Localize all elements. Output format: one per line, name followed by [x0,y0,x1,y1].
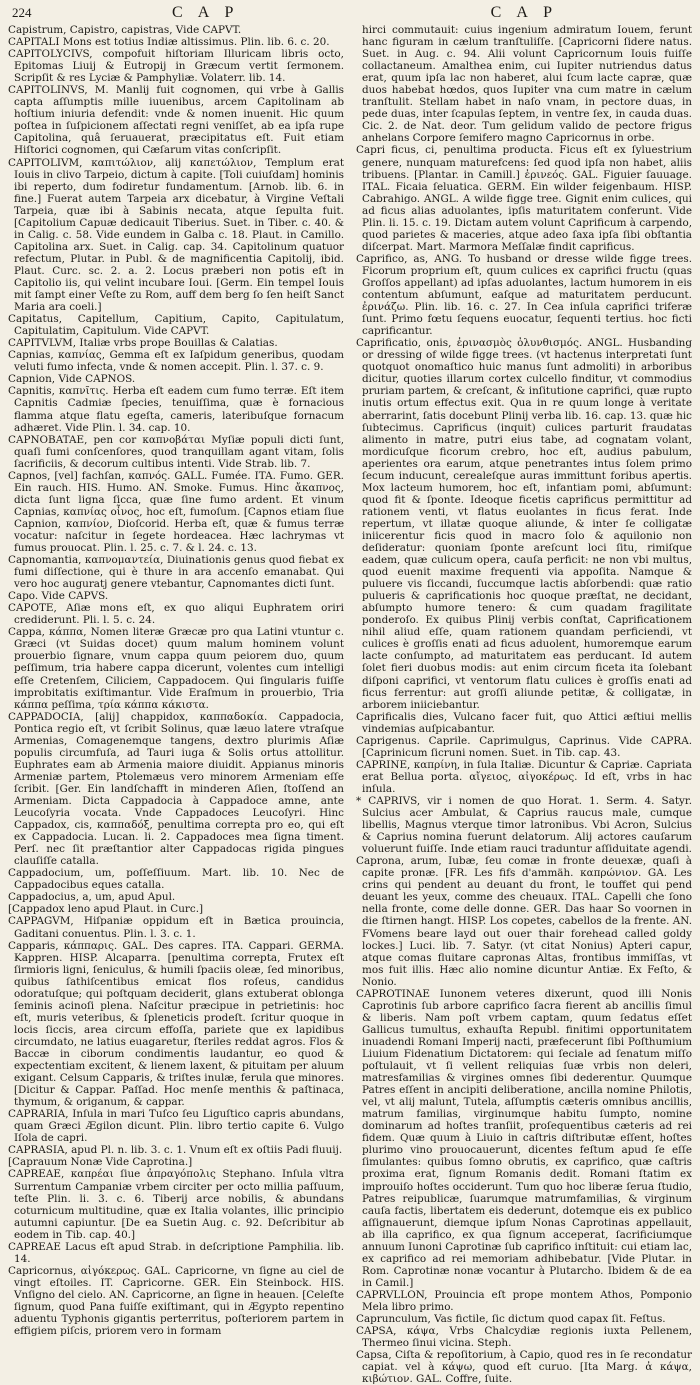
dictionary-entry: Capricornus, αἰγόκερως. GAL. Capricorne, vn ſigne au ciel de vingt eſtoiles. IT. Capricorne. GER. Ein Steinbock. HIS. Vnſigno del cielo. AN. Capricorne, an ſigne in heauen. [Celeſte ſignum, quod Pana fuiſſe exiſtimant, qui in Ægypto repentino aduentu Typhonis gigantis perterritus, poſteriorem partem in effigiem piſcis, priorem vero in formam [8,1264,344,1338]
dictionary-entry: CAPRVLLON, Prouincia eſt prope montem Athos, Pomponio Mela libro primo. [356,1288,692,1313]
dictionary-entry: Caprificatio, onis, ἐρινασμὸς ὀλυνθισμός. ANGL. Husbanding or dressing of wilde figge trees. (vt hactenus interpretati ſunt quotquot onomaſtico huic manus ſunt admoliti) in arboribus dicitur, quoties illarum cortex culcello finditur, vt commodius pruriam partem, & creſcant, & inſitutione caprifici, quæ rupto inutis ortum effectus exit. Qua in re quum longe à veritate aberrarint, ſatis docebunt Plinij verba lib. 16. cap. 13. quæ hic ſubtecimus. Caprificus (inquit) culices parturit fraudatas alimento in matre, putri eius tabe, ad cognatam volant, mordicuſque ficorum crebro, hoc eſt, audius pabulum, aperientes ora earum, atque penetrantes intus ſolem primo ſecum inducunt, cerealeſque auras immittunt foribus apertis. Mox lacteum humorem, hoc eſt, infantiam pomi, abſumunt: quod fit & ſponte. Ideoque ficetis caprificus permittitur ad rationem venti, vt flatus euolantes in ficus ferat. Inde repertum, vt illatæ quoque aliunde, & inter ſe colligatæ iniicerentur ficis quod in macro ſolo & aquilonio non deſideratur: quoniam ſponte areſcunt loci ſitu, rimiſque eadem, quæ culicum opera, cauſa perficit: ne non vbi multus, quod euenit maxime frequenti via appoſita. Namque & puluere vis ſiccandi, ſuccumque lactis abſorbendi: quæ ratio pulueris & caprificationis hoc quoque præſtat, ne decidant, abſumpto humore tenero: & cum quadam fragilitate ponderoſo. Ex quibus Plinij verbis conſtat, Caprificationem nihil aliud eſſe, quam rationem quandam perficiendi, vt culices è groſſis enati ad ficus aduolent, humoremque earum lacte conſumpto, ad maturitatem eas perducant. Id autem ſolet fieri duobus modis: aut enim circum ficeta ita ſolebant diſponi caprifici, vt ventorum flatu culices è groſſis enati ad ficus ferrentur: aut groſſi aliunde petitæ, & colligatæ, in arborem iniiciebantur. [356,337,692,711]
dictionary-entry: hirci commutauit: cuius ingenium admiratum Iouem, ferunt hanc figuram in cælum tranſtuliſſe. [Capricorni ſidere natus. Suet. in Aug. c. 94. Alii volunt Capricornum Iouis fuiſſe collactaneum. Amalthea enim, cui Iupiter nutriendus datus erat, quum ipſa lac non haberet, alui ſcum lacte capræ, quæ duos habebat hœdos, quos Iupiter vna cum matre in cælum tranſtulit. Stellam habet in naſo vnam, in pectore duas, in pede duas, inter ſcapulas ſeptem, in ventre ſex, in cauda duas. Cic. 2. de Nat. deor. Tum gelidum valido de pectore frigus anhelans Corpore ſemifero magno Capricornus in orbe. [362,24,692,145]
dictionary-entry: * CAPRIVS, vir i nomen de quo Horat. 1. Serm. 4. Satyr. Sulcius acer Ambulat, & Caprius raucus male, cumque libellis, Magnus vterque timor latronibus. Vbi Acron, Sulcius & Caprius nomina fuerunt delatorum. Alij actores cauſarum voluerunt fuiſſe. Inde etiam rauci traduntur aſſiduitate agendi. [356,795,692,856]
dictionary-entry: Cappadocius, a, um, apud Apul. [8,891,176,904]
dictionary-entry: Capnomantia, καπνομαντεία, Diuinationis genus quod fiebat ex fumi diſſectione, qui è thure in ara accenſo emanabat. Qui vero hoc auguratj genere vtebantur, Capnomantes dicti ſunt. [8,554,344,591]
page-number: 224 [12,5,32,20]
text-columns [8,24,692,1385]
dictionary-entry: Capo. Vide CAPVS. [8,590,109,603]
dictionary-entry: Cappa, κάππα, Nomen literæ Græcæ pro qua Latini vtuntur c. Græci (vt Suidas docet) quum malum hominem volunt prouerbio ſignare, vnum cappa quum peiorem duo, quum peſſimum, tria habere cappa dicerunt, volentes cum intelligi eſſe Cretenſem, Ciliciem, Cappadocem. Qui ſingularis fuiſſe improbitatis exiſtimantur. Vide Eraſmum in prouerbio, Tria κάππα peſſima, τρία κάππα κάκιστα. [8,626,344,711]
dictionary-entry: [Cappadox leno apud Plaut. in Curc.] [8,903,204,916]
dictionary-entry: CAPSA, κάψα, Vrbs Chalcydiæ regionis iuxta Pellenem, Thermeo ſinui vicina. Steph. [356,1325,692,1350]
dictionary-entry: [Caprauum Nonæ Vide Caprotina.] [8,1156,193,1169]
dictionary-entry: CAPREAE Lacus eſt apud Strab. in deſcriptione Pamphilia. lib. 14. [8,1240,344,1265]
dictionary-entry: Caprunculum, Vas fictile, ſic dictum quod capax ſit. Feſtus. [356,1313,666,1326]
dictionary-entry: Cappadocium, um, poſſeſſiuum. Mart. lib. 10. Nec de Cappadocibus eques catalla. [8,867,344,892]
dictionary-entry: CAPITOLINVS, M. Manlij fuit cognomen, qui vrbe à Gallis capta aſſumptis mille iuuenibus, arcem Capitolinam ab hoſtium iniuria defendit: vnde & nomen inuenit. Hic quum poſtea in ſuſpicionem aſſectati regni veniſſet, ab ea ipſa rupe Capitolina, quâ ſeruauerat, præcipitatus eſt. Fuit etiam Hiſtorici cognomen, qui Cæſarum vitas conſcripſit. [8,84,344,157]
headword-left: C A P [172,4,240,21]
dictionary-entry: Caprigenus. Caprile. Caprimulgus, Caprinus. Vide CAPRA. [Caprinicum ſicruni nomen. Suet. in Tib. cap. 43. [356,734,692,759]
dictionary-entry: CAPREAE, καπρέαι ſiue ἀπραγόπολις Stephano. Inſula vltra Surrentum Campaniæ vrbem circiter per octo millia paſſuum, teſte Plin. li. 3. c. 6. Tiberij arce nobilis, & abundans coturnicum multitudine, quæ ex Italia volantes, illic principio autumni capiuntur. [De ea Suetin Aug. c. 92. Deſcribitur ab eodem in Tib. cap. 40.] [8,1168,344,1241]
page-header [8,4,692,22]
dictionary-entry: Caprona, arum, Iubæ, ſeu comæ in fronte deuexæ, quaſi à capite pronæ. [FR. Les fifs d'ammäh. καπρώνιον. GA. Les crins qui pendent au deuant du front, le touffet qui pend deuant les yeux, comme des cheuaux. ITAL. Capelli che ſono nella fronte, come delle donne. GER. Das haar So voornen in die ſtirnen hangt. HISP. Los copetes, cabellos de la frente. AN. FVomens beare layd out ouer thair forehead called goldy lockes.] Luci. lib. 7. Satyr. (vt citat Nonius) Apteri capur, atque comas fluitare capronas Altas, frontibus immiſſas, vt mos fuit illis. Hæc alio nomine dicuntur Antiæ. Ex Feſto, & Nonio. [356,855,692,988]
dictionary-entry: CAPPADOCIA, [alij] chappidox, καππαδοκία. Cappadocia, Pontica regio eſt, vt ſcribit Solinus, quæ læuo latere vtraſque Armenias, Comagenemque tangens, dextro plurimis Aſiæ populis circumfuſa, ad Tauri iuga & Solis ortus attollitur. Euphrates eam ab Armenia maiore diuidit. Appianus minoris Armeniæ partem, Ptolemæus vero minorem Armeniam eſſe ſcribit. [Ger. Ein landſchafft in minderen Aſien, ſtoſſend an Armeniam. Dicta Cappadocia à Cappadoce amne, ante Leucoſyria vocata. Vnde Cappadoces Leucoſyri. Hinc Cappadox, cis, καππαδόξ, penultima correpta pro eo, qui eſt ex Cappadocia. Lucan. li. 2. Cappadoces mea ſigna timent. Perſ. nec ſit præſtantior alter Cappadocas rigida pingues clauſiſſe catalla. [8,710,344,868]
dictionary-entry: Capnos, [vel] fachſan, καπνός. GALL. Fumée. ITA. Fumo. GER. Ein rauch. HIS. Humo. AN. Smoke. Fumus. Hinc ἄκαπνος, dicta ſunt ligna ſicca, quæ ſine fumo ardent. Et vinum Capnias, καπνίας οἶνος, hoc eſt, fumoſum. [Capnos etiam ſiue Capnion, καπνίον, Dioſcorid. Herba eſt, quæ & fumus terræ vocatur: naſcitur in ſegete hordeacea. Hæc lachrymas vt fumus prouocat. Plin. l. 25. c. 7. & l. 24. c. 13. [8,469,344,555]
dictionary-entry: CAPITVLVM, Italiæ vrbs prope Bouillas & Calatias. [8,337,278,350]
dictionary-entry: Capparis, κάππαρις. GAL. Des capres. ITA. Cappari. GERMA. Kappren. HISP. Alcaparra. [penultima correpta, Frutex eſt ſirmioris ligni, ſeniculus, & humili ſpaciis oleæ, ſed minoribus, quibus ſathiſcentibus emicat flos roſeus, candidus odoratuſque; qui poſtquam deciderit, glans extuberat oblonga ſeminis acinoſi plena. Naſcitur præcipue in petrietinis: hoc eſt, muris veteribus, & ſpleneticis prodeſt. ſcritur quoque in locis ſiccis, area circum effoſſa, pariete que ex lapidibus circumdato, ne latius euagaretur, ſteriles reddat agros. Flos & Baccæ in ciborum condimentis laudantur, eo quod & expectentiam excitent, & lienem laxent, & pituitam per aluum exigant. Celsum Capparis, & triſtes inulæ, ferula que minores. [Dicitur & Cappar. Paſſad. Hoc menſe menthis & paſtinaca, thymum, & origanum, & cappar. [8,939,344,1109]
dictionary-entry: CAPPAGVM, Hiſpaniæ oppidum eſt in Bætica prouincia, Gaditani conuentus. Plin. l. 3. c. 1. [8,915,344,940]
dictionary-entry: Caprificalis dies, Vulcano facer fuit, quo Attici æſtiui mellis vindemias auſpicabantur. [356,710,692,735]
dictionary-entry: Capri ficus, ci, penultima producta. Ficus eſt ex ſyluestrium genere, nunquam maturefcens: ſed quod ipſa non habet, aliis tribuens. [Plantar. in Camill.] ἐρινεός. GAL. Figuier ſauuage. ITAL. Ficaia ſeluatica. GERM. Ein wilder feigenbaum. HISP. Cabrahigo. ANGL. A wilde figge tree. Gignit enim culices, qui ad ficus alias aduolantes, ipſis maturitatem conferunt. Vide Plin. li. 15. c. 19. Dictam autem volunt Caprificum à carpendo, quod parietes & maceries, atque adeo ſaxa ipſa ſibi obſtantia diſcerpat. Mart. Marmora Meſſalæ findit caprificus. [356,144,692,253]
dictionary-entry: Capnion, Vide CAPNOS. [8,373,136,386]
dictionary-entry: CAPRARIA, Inſula in mari Tuſco ſeu Liguſtico capris abundans, quam Græci Ægilon dicunt. Plin. libro tertio capite 6. Vulgo Iſola de capri. [8,1108,344,1145]
headword-right: C A P [490,4,558,21]
dictionary-entry: CAPOTE, Aſiæ mons eſt, ex quo aliqui Euphratem oriri crediderunt. Pli. l. 5. c. 24. [8,602,344,627]
right-column [356,24,692,1385]
dictionary-entry: CAPITOLIVM, καπιτώλιον, alij καπετώλιον, Templum erat Iouis in clivo Tarpeio, dictum à capite. [Toli cuiuſdam] hominis ibi reperto, dum fodiretur fundamentum. [Arnob. lib. 6. in fine.] Fuerat autem Tarpeia arx dicebatur, à Virgine Veſtali Tarpeia, quæ ibi à Sabinis necata, atque ſepulta fuit. [Capitolium Capuæ dedicauit Tiberius. Suet. in Tiber. c. 40. & in Calig. c. 58. Vide eundem in Galba c. 18. Plaut. in Camillo. Capitolina arx. Suet. in Calig. cap. 34. Capitolinum quatuor refectum, Plutar. in Publ. & de magnificentia Capitolij, ibid. Plaut. Curc. sc. 2. a. 2. Locus præberi non potis eſt in Capitolio iis, qui velint incubare Ioui. [Germ. Ein tempel Iouis mit ſampt einer Veſte zu Rom, auff dem berg ſo ſen heiſt Sanct Maria ara coeli.] [8,156,344,314]
dictionary-entry: CAPITOLYCIVS, compofuit hiſtoriam Illuricam libris octo, Epitomas Liuij & Eutropij in Græcum vertit ſermonem. Scripſit & res Lyciæ & Pamphyliæ. Volaterr. lib. 14. [8,48,344,85]
dictionary-entry: Capitatus, Capitellum, Capitium, Capito, Capitulatum, Capitulatim, Capitulum. Vide CAPVT. [8,313,344,338]
dictionary-entry: Capnitis, καπνῖτις. Herba eſt eadem cum fumo terræ. Eſt item Capnitis Cadmiæ ſpecies, tenuiſſima, quæ è fornacious flamma atque flatu egeſta, cameris, lateribuſque fornacum adhæret. Vide Plin. l. 34. cap. 10. [8,385,344,434]
dictionary-entry: CAPROTINAE Iunonem veteres dixerunt, quod illi Nonis Caprotinis ſub arbore caprifico ſacra fierent ab ancillis ſimul & liberis. Nam poſt vrbem captam, quum ſedatus eſſet Gallicus tumultus, exhauſta Republ. finitimi opportunitatem inuadendi Romani Imperij nacti, præfecerunt ſibi Poſthumium Liuium Fidenatium Dictatorem: qui ſeciale ad ſenatum miſſo poſtulauit, vt ſi vellent reliquias ſuæ vrbis non deleri, matresfamilias & virgines omnes ſibi dederentur. Quumque Patres eſſent in ancipiti deliberatione, ancilla nomine Philotis, vel, vt alij malunt, Tutela, aſſumptis cæteris omnibus ancillis, matrum familias, virginumque habitu ſumpto, nomine dominarum ad hoſtes tranſiit, proſequentibus cæteris ad rei fidem. Quæ quum à Liuio in caſtris diſtributæ eſſent, hoſtes plurimo vino prouocauerunt, dicentes feſtum apud ſe eſſe ſimulantes: quibus ſomno obrutis, ex caprifico, quæ caſtris proxima erat, ſignum Romanis dedit. Romani ſtatim ex improuiſo hoſtes occiderunt. Tum quo hoc liberæ ſerua ſtudio, Patres reipublicæ, ſuarumque matrumfamilias, & virginum cauſa factis, libertatem eis dederunt, dotemque eis ex publico aſſignauerunt, diemque ipſum Nonas Caprotinas appellauit, ab illa caprifico, ex qua ſignum acceperat, ſacrificiumque annuum Iunoni Caprotinæ ſub caprifico inſtituit: cui etiam lac, ex caprifico ad rei memoriam adhibebatur. [Vide Plutar. in Rom. Caprotinæ nonæ vocantur à Plutarcho. Ibidem & de ea in Camil.] [356,987,692,1289]
dictionary-entry: CAPRINE, καπρίνη, in ſula Italiæ. Dicuntur & Capriæ. Capriata erat Bellua porta. αἴγειος, αἰγοκέρως. Id eſt, vrbs in hac inſula. [356,758,692,795]
dictionary-entry: Capnias, καπνίας, Gemma eſt ex Iaſpidum generibus, quodam veluti fumo infecta, vnde & nomen accepit. Plin. l. 37. c. 9. [8,349,344,374]
dictionary-entry: CAPNOBATAE, pen cor καπνοβάται Myſiæ populi dicti ſunt, quaſi fumi conſcenſores, quod tranquillam agant vitam, ſolis ſacrificiis, & decorum cultibus intenti. Vide Strab. lib. 7. [8,433,344,470]
dictionary-entry: Capistrum, Capistro, capistras, Vide CAPVT. [8,24,242,36]
dictionary-entry: Caprifico, as, ANG. To husband or dresse wilde figge trees. Ficorum proprium eſt, quum culices ex caprifici fructu (quas Groſſos appellant) ad ipſas aduolantes, lactum humorem in eis contentum abſumunt, eaſque ad maturitatem perducunt. ἐρινάζω. Plin. lib. 16. c. 27. In Cea inſula caprifici triferæ ſunt. Primo fœtu ſequens euocatur, ſequenti tertius. hoc ficti caprificantur. [356,252,692,338]
dictionary-entry: Capsa, Ciſta & repoſitorium, à Capio, quod res in ſe recondatur capiat. vel à κάψω, quod eſt curuo. [Ita Marg. ἀ κάψα, κιβώτιον. GAL. Coffre, ſuite. [356,1349,692,1385]
dictionary-entry: CAPITALI Mons est totius Indiæ altissimus. Plin. lib. 6. c. 20. [8,36,330,49]
left-column [8,24,344,1338]
dictionary-entry: CAPRASIA, apud Pl. n. lib. 3. c. 1. Vnum eſt ex oſtiis Padi fluuij. [8,1144,343,1157]
